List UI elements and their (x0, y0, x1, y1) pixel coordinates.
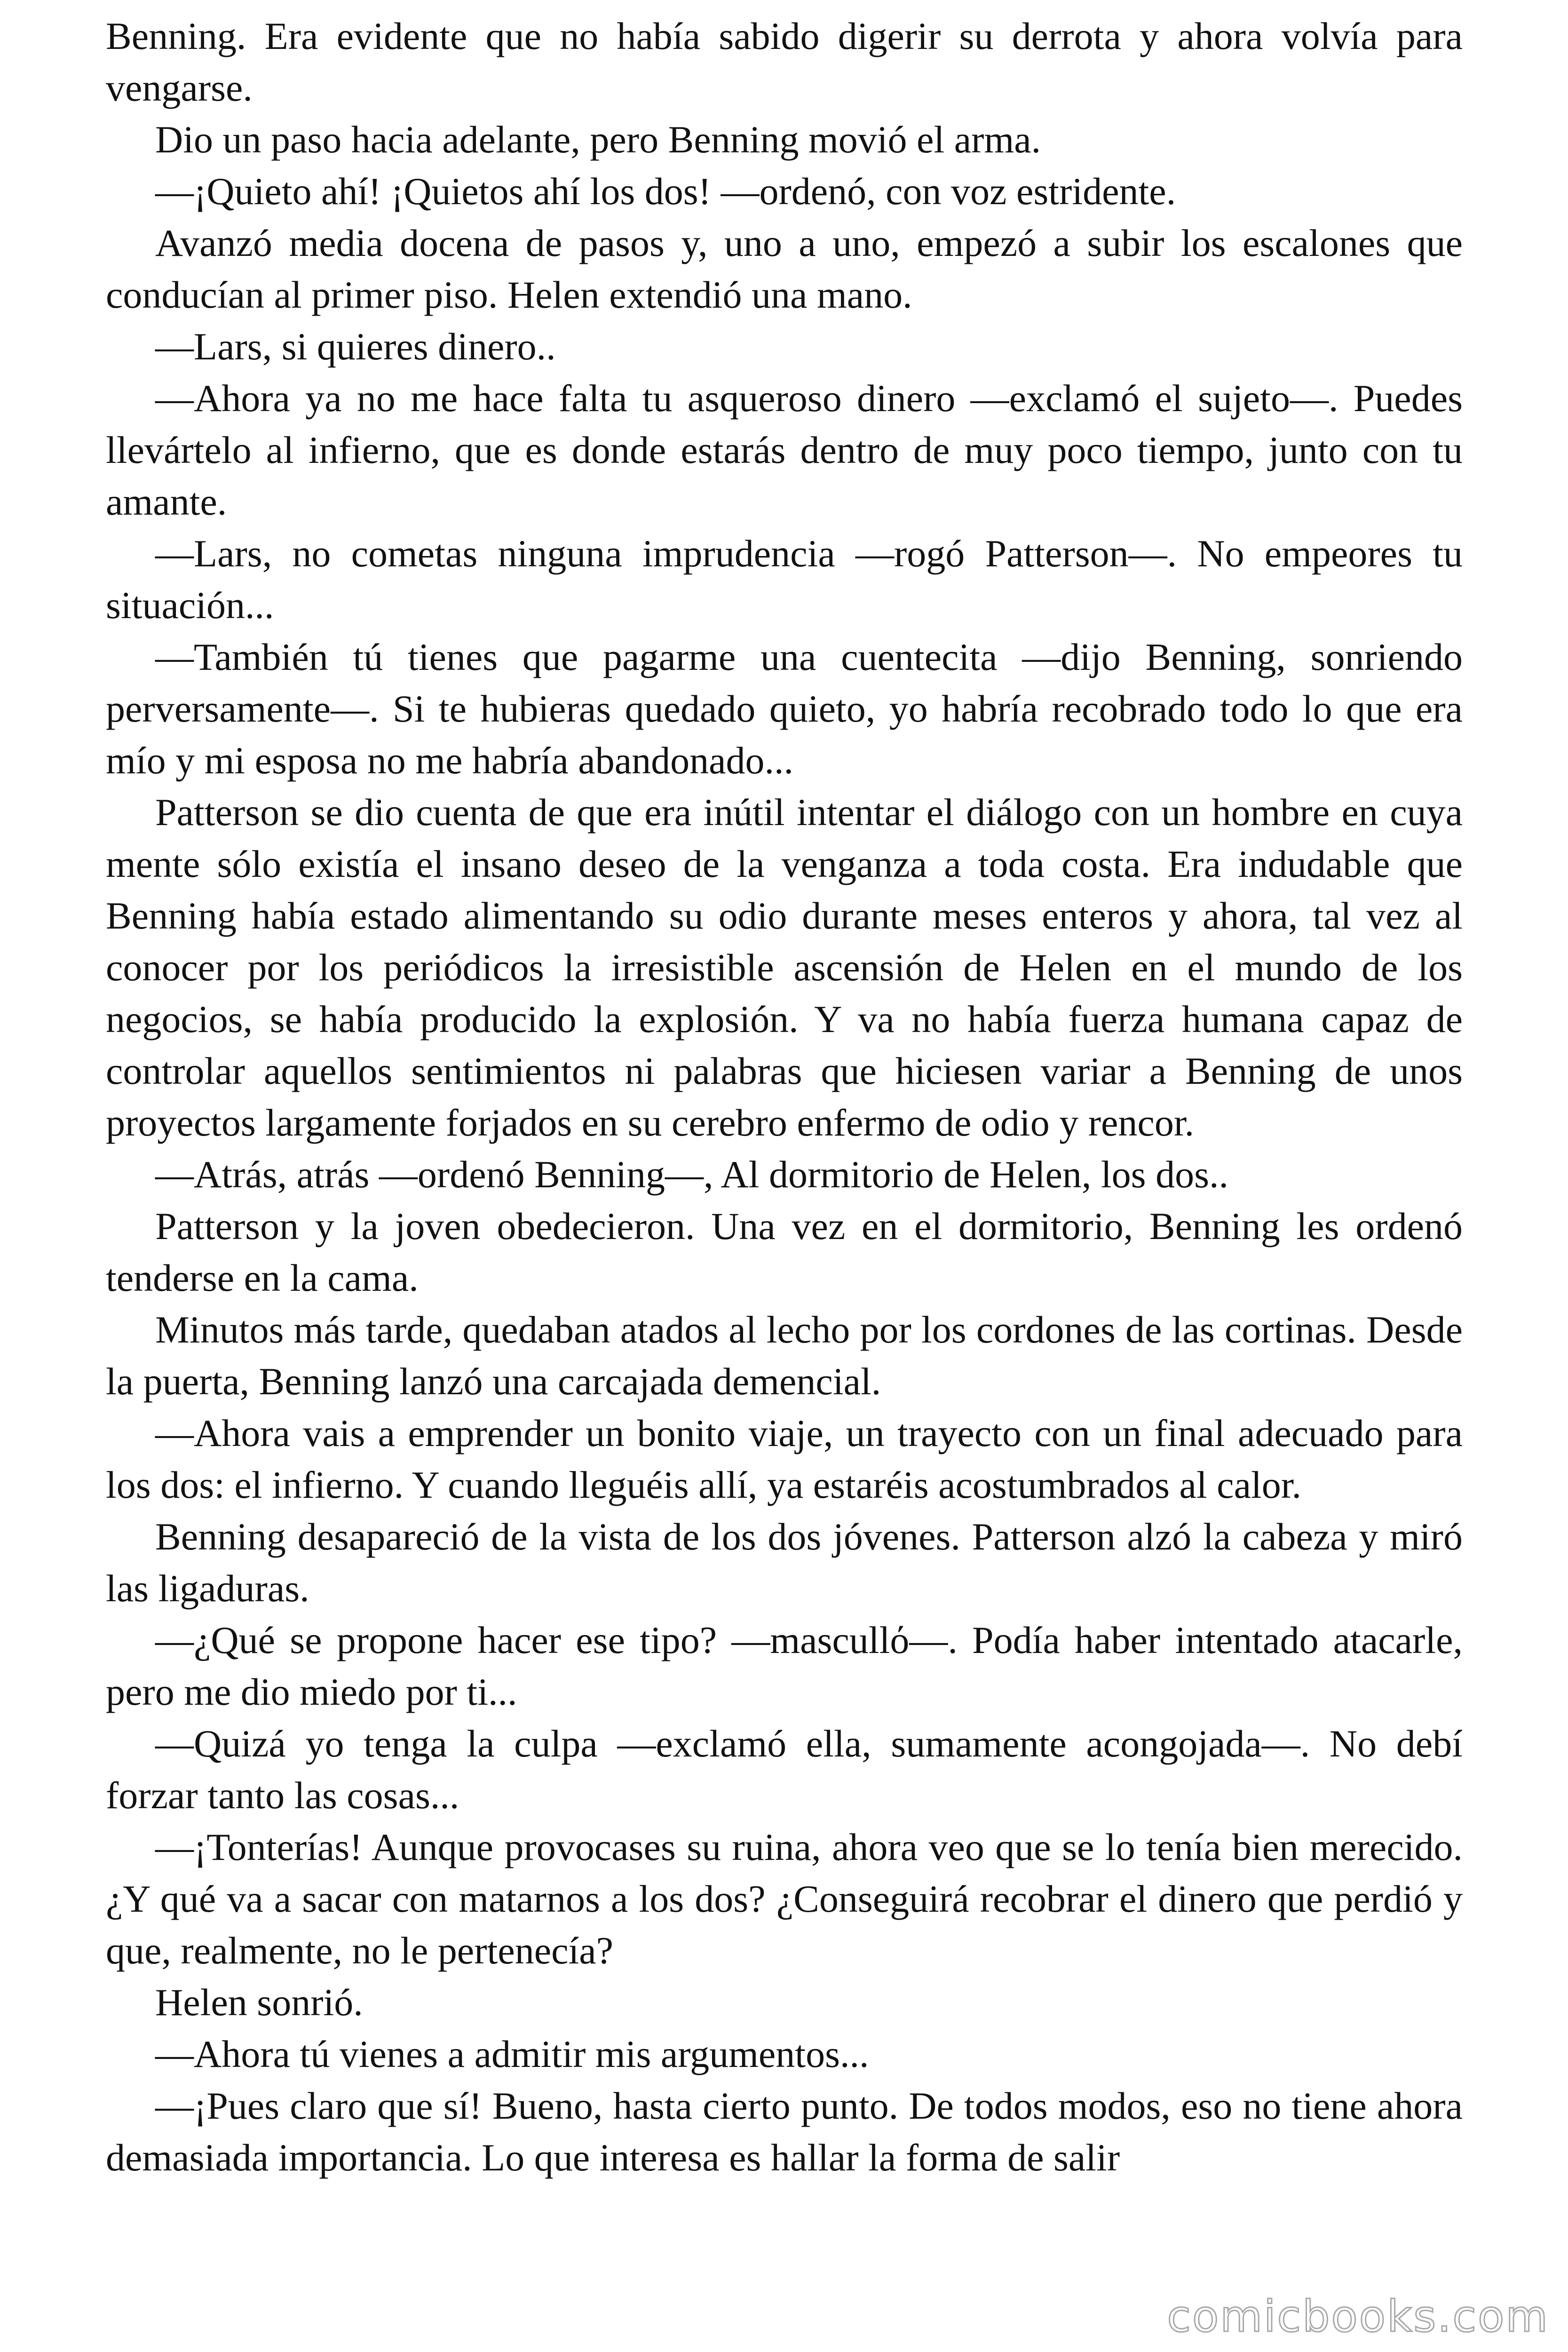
paragraph: Benning desapareció de la vista de los dos jóvenes. Patterson alzó la cabeza y miró las ligaduras. (106, 1515, 1463, 1610)
paragraph: —También tú tienes que pagarme una cuentecita —dijo Benning, sonriendo perversamente—. Si te hubieras quedado quieto, yo habría recobrado todo lo que era mío y mi esposa no me habría abandonado... (106, 636, 1463, 782)
paragraph: Dio un paso hacia adelante, pero Benning movió el arma. (155, 118, 1041, 161)
body-text (106, 10, 1463, 2184)
paragraph: —Quizá yo tenga la culpa —exclamó ella, sumamente acongojada—. No debí forzar tanto las cosas... (106, 1722, 1463, 1817)
paragraph: —¡Tonterías! Aunque provocases su ruina, ahora veo que se lo tenía bien merecido. ¿Y qué va a sacar con matarnos a los dos? ¿Conseguirá recobrar el dinero que perdió y que, realmente, no le pertenecía? (106, 1826, 1463, 1972)
paragraph: —Lars, si quieres dinero.. (155, 325, 556, 368)
paragraph: —¿Qué se propone hacer ese tipo? —mascullό—. Podía haber intentado atacarle, pero me dio miedo por ti... (106, 1619, 1463, 1713)
paragraph: Patterson y la joven obedecieron. Una vez en el dormitorio, Benning les ordenó tenderse en la cama. (106, 1205, 1463, 1299)
watermark-logo: comicbooks.com (1167, 2291, 1549, 2342)
paragraph: —Atrás, atrás —ordenó Benning—, Al dormitorio de Helen, los dos.. (155, 1153, 1228, 1196)
paragraph: —¡Pues claro que sí! Bueno, hasta cierto punto. De todos modos, eso no tiene ahora demasiada importancia. Lo que interesa es hallar la forma de salir (106, 2084, 1463, 2179)
paragraph: Patterson se dio cuenta de que era inútil intentar el diálogo con un hombre en cuya mente sólo existía el insano deseo de la venganza a toda costa. Era indudable que Benning había estado alimentando su odio durante meses enteros y ahora, tal vez al conocer por los periódicos la irresistible ascensión de Helen en el mundo de los negocios, se había producido la explosión. Y va no había fuerza humana capaz de controlar aquellos sentimientos ni palabras que hiciesen variar a Benning de unos proyectos largamente forjados en su cerebro enfermo de odio y rencor. (106, 791, 1463, 1144)
paragraph: —Lars, no cometas ninguna imprudencia —rogó Patterson—. No empeores tu situación... (106, 532, 1463, 627)
paragraph: —Ahora tú vienes a admitir mis argumentos... (155, 2033, 869, 2075)
paragraph: —¡Quieto ahí! ¡Quietos ahí los dos! —ordenó, con voz estridente. (155, 170, 1176, 213)
paragraph: —Ahora ya no me hace falta tu asqueroso dinero —exclamó el sujeto—. Puedes llevártelo al infierno, que es donde estarás dentro de muy poco tiempo, junto con tu amante. (106, 377, 1463, 523)
paragraph: Avanzó media docena de pasos y, uno a uno, empezó a subir los escalones que conducían al primer piso. Helen extendió una mano. (106, 222, 1463, 316)
paragraph: Minutos más tarde, quedaban atados al lecho por los cordones de las cortinas. Desde la puerta, Benning lanzó una carcajada demencial. (106, 1308, 1463, 1403)
paragraph: Helen sonrió. (155, 1981, 363, 2024)
paragraph: Benning. Era evidente que no había sabido digerir su derrota y ahora volvía para vengarse. (106, 15, 1463, 109)
paragraph: —Ahora vais a emprender un bonito viaje, un trayecto con un final adecuado para los dos: el infierno. Y cuando lleguéis allí, ya estaréis acostumbrados al calor. (106, 1412, 1463, 1506)
